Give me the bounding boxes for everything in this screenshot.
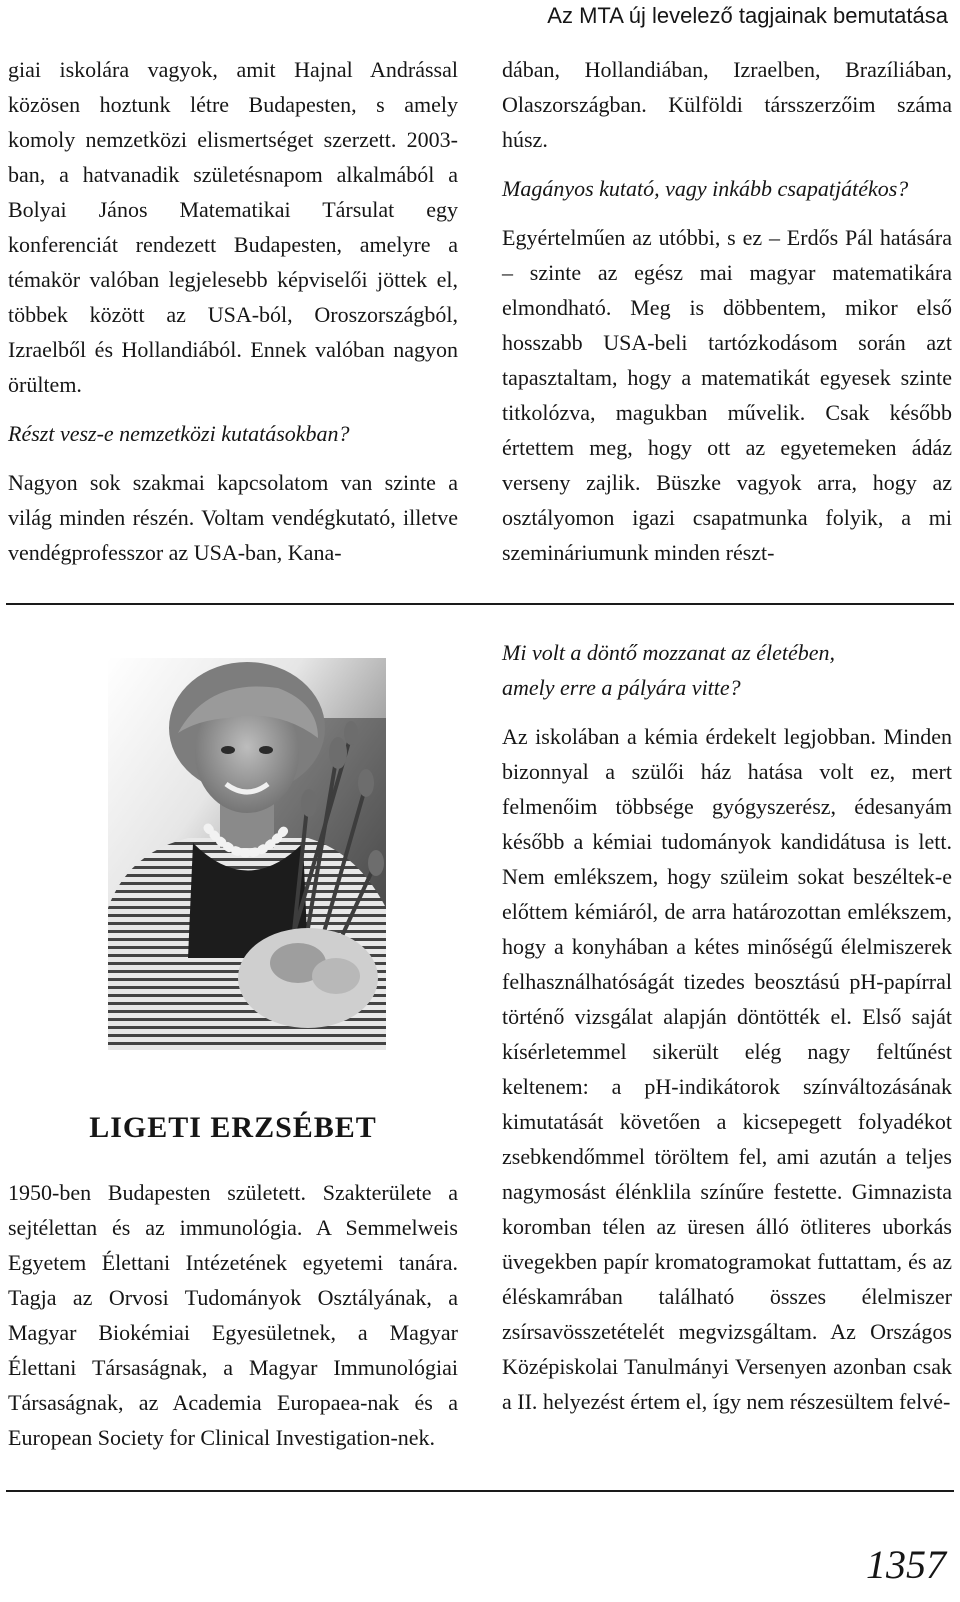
- page-number: 1357: [866, 1542, 946, 1587]
- section-divider-bottom: [6, 1490, 954, 1492]
- question-decisive-moment: Mi volt a döntő mozzanat az életében, amely erre a pályára vitte?: [502, 640, 836, 700]
- running-head-title: Az MTA új levelező tagjainak bemutatása: [547, 3, 948, 28]
- article-top-left-column: [8, 52, 458, 570]
- paragraph-continuation: dában, Hollandiában, Izraelben, Brazíliában, Olaszországban. Külföldi társszerzőim száma húsz.: [502, 57, 952, 152]
- question-teamwork: Magányos kutató, vagy inkább csapatjátékos?: [502, 176, 909, 201]
- question-international-research: Részt vesz-e nemzetközi kutatásokban?: [8, 421, 350, 446]
- paragraph-conference: giai iskolára vagyok, amit Hajnal Andrással közösen hoztunk létre Budapesten, s amely komoly nemzetközi elismertséget szerzett. 2003-ban, a hatvanadik születésnapom alkalmából a Bolyai János Matematikai Társulat egy konferenciát rendezett Budapesten, amelyre a témakör valóban legjelesebb képviselői jöttek el, többek között az USA-ból, Oroszországból, Izraelből és Hollandiából. Ennek valóban nagyon örültem.: [8, 57, 458, 397]
- article-bottom-right-column: [502, 635, 952, 1419]
- portrait-photo: [108, 658, 386, 1050]
- article-top-right-column: [502, 52, 952, 570]
- answer-teamwork: Egyértelműen az utóbbi, s ez – Erdős Pál hatására – szinte az egész mai magyar matematikára elmondható. Meg is döbbentem, mikor első hosszabb USA-beli tartózkodásom során azt tapasztaltam, hogy a matematikát egyesek szinte titkolózva, magukban művelik. Csak később értettem meg, hogy ott az egyetemeken ádáz verseny zajlik. Büszke vagyok arra, hogy az osztályomon igazi csapatmunka folyik, a mi szemináriumunk minden részt-: [502, 225, 952, 565]
- section-divider-top: [6, 603, 954, 605]
- profile-bio: 1950-ben Budapesten született. Szakterülete a sejtélettan és az immunológia. A Semmelweis Egyetem Élettani Intézetének egyetemi tanára. Tagja az Orvosi Tudományok Osztályának, a Magyar Biokémiai Egyesületnek, a Magyar Élettani Társaságnak, a Magyar Immunológiai Társaságnak, az Academia Europaea-nak és a European Society for Clinical Investigation-nek.: [8, 1180, 458, 1450]
- answer-decisive-moment: Az iskolában a kémia érdekelt legjobban. Minden bizonnyal a szülői ház hatása volt ez, mert felmenőim többsége gyógyszerész, édesanyám később a kémiai tudományok kandidátusa is lett. Nem emlékszem, hogy szüleim sokat beszéltek-e előttem kémiáról, de arra határozottan emlékszem, hogy a konyhában a kétes minőségű élelmiszerek felhasználhatóságát tizedes beosztású pH-papírral történő vizsgálat alapján döntötték el. Első saját kísérletemmel sikerült elég nagy feltűnést keltenem: a pH-indikátorok színváltozásának kimutatását követően a kicsepegett folyadékot zsebkendőmmel töröltem fel, ami azután a teljes nagymosást élénklila színűre festette. Gimnazista koromban télen az üresen álló ötliteres uborkás üvegekben papír kromatogramokat futtattam, és az éléskamrában található összes élelmiszer zsírsavösszetételét megvizsgáltam. Az Országos Középiskolai Tanulmányi Versenyen azonban csak a II. helyezést értem el, így nem részesültem felvé-: [502, 724, 952, 1414]
- profile-name: LIGETI ERZSÉBET: [89, 1111, 377, 1144]
- profile-bio-column: [8, 1175, 458, 1455]
- answer-international-research: Nagyon sok szakmai kapcsolatom van szinte a világ minden részén. Voltam vendégkutató, illetve vendégprofesszor az USA-ban, Kana-: [8, 470, 458, 565]
